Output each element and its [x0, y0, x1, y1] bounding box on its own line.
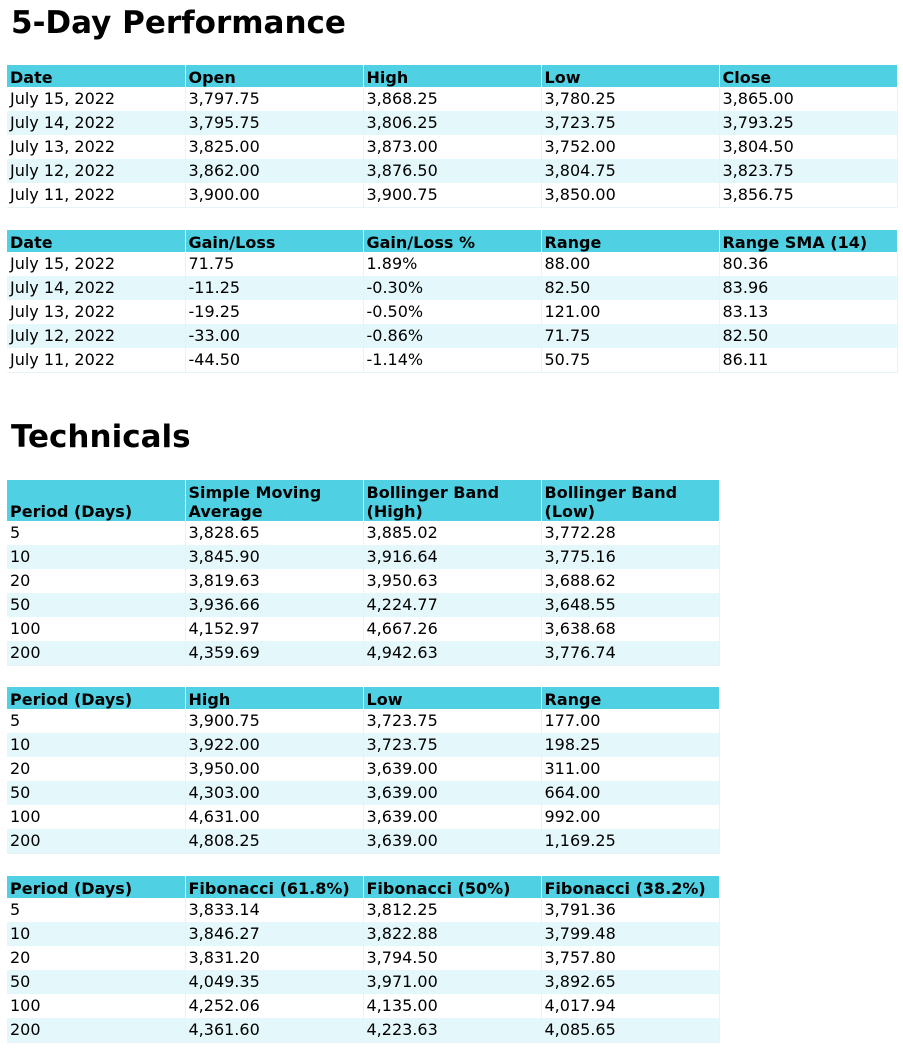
- table-cell: 3,793.25: [719, 111, 897, 135]
- table-cell: -1.14%: [363, 348, 541, 373]
- table-cell: 3,639.00: [363, 781, 541, 805]
- column-header: High: [185, 687, 363, 709]
- table-cell: 10: [7, 922, 185, 946]
- table-cell: 3,757.80: [541, 946, 719, 970]
- header-row: [7, 65, 897, 87]
- table-row: [7, 324, 897, 348]
- section-title-technicals: Technicals: [11, 419, 191, 455]
- table-cell: 20: [7, 757, 185, 781]
- table-cell: 100: [7, 994, 185, 1018]
- table-cell: 10: [7, 733, 185, 757]
- table-cell: July 12, 2022: [7, 324, 185, 348]
- table-cell: 4,808.25: [185, 829, 363, 854]
- table-cell: 4,135.00: [363, 994, 541, 1018]
- column-header: Range: [541, 230, 719, 252]
- table-cell: July 11, 2022: [7, 348, 185, 373]
- column-header: Period (Days): [7, 480, 185, 521]
- table-cell: 1.89%: [363, 252, 541, 276]
- header-row: [7, 687, 719, 709]
- column-header: Fibonacci (50%): [363, 876, 541, 898]
- table-cell: 3,799.48: [541, 922, 719, 946]
- table-cell: 3,797.75: [185, 87, 363, 111]
- header-row: [7, 230, 897, 252]
- table-cell: 3,922.00: [185, 733, 363, 757]
- table-row: [7, 709, 719, 733]
- table-cell: 3,865.00: [719, 87, 897, 111]
- table-cell: 3,639.00: [363, 829, 541, 854]
- column-header: Gain/Loss %: [363, 230, 541, 252]
- table-row: [7, 593, 719, 617]
- table-cell: -0.50%: [363, 300, 541, 324]
- table-row: [7, 300, 897, 324]
- table-cell: 992.00: [541, 805, 719, 829]
- column-header: Date: [7, 230, 185, 252]
- table-cell: 3,850.00: [541, 183, 719, 208]
- table-cell: 3,833.14: [185, 898, 363, 922]
- table-cell: 3,723.75: [541, 111, 719, 135]
- table-cell: 3,752.00: [541, 135, 719, 159]
- table-row: [7, 545, 719, 569]
- table-cell: July 14, 2022: [7, 111, 185, 135]
- table-cell: 3,723.75: [363, 733, 541, 757]
- table-cell: July 13, 2022: [7, 300, 185, 324]
- table-cell: 3,822.88: [363, 922, 541, 946]
- table-row: [7, 276, 897, 300]
- table-cell: 71.75: [185, 252, 363, 276]
- sma-bollinger-table: [7, 480, 720, 666]
- table-cell: 3,845.90: [185, 545, 363, 569]
- table-cell: 1,169.25: [541, 829, 719, 854]
- column-header: Open: [185, 65, 363, 87]
- high-low-table: [7, 687, 720, 854]
- table-row: [7, 252, 897, 276]
- table-row: [7, 805, 719, 829]
- column-header: Fibonacci (61.8%): [185, 876, 363, 898]
- table-cell: 3,971.00: [363, 970, 541, 994]
- table-row: [7, 1018, 719, 1043]
- table-cell: 3,950.63: [363, 569, 541, 593]
- table-cell: 200: [7, 829, 185, 854]
- table-cell: -11.25: [185, 276, 363, 300]
- table-cell: 50: [7, 970, 185, 994]
- table-cell: -19.25: [185, 300, 363, 324]
- column-header: Fibonacci (38.2%): [541, 876, 719, 898]
- table-cell: 4,303.00: [185, 781, 363, 805]
- table-row: [7, 733, 719, 757]
- table-cell: 83.96: [719, 276, 897, 300]
- table-cell: 80.36: [719, 252, 897, 276]
- column-header: Bollinger Band (Low): [541, 480, 719, 521]
- table-cell: 5: [7, 898, 185, 922]
- table-cell: 4,942.63: [363, 641, 541, 666]
- table-cell: 3,806.25: [363, 111, 541, 135]
- table-cell: July 13, 2022: [7, 135, 185, 159]
- table-cell: 3,812.25: [363, 898, 541, 922]
- table-row: [7, 781, 719, 805]
- table-cell: 4,017.94: [541, 994, 719, 1018]
- table-cell: 20: [7, 946, 185, 970]
- table-cell: 3,723.75: [363, 709, 541, 733]
- table-cell: 4,223.63: [363, 1018, 541, 1043]
- table-row: [7, 757, 719, 781]
- table-cell: 3,780.25: [541, 87, 719, 111]
- table-cell: 3,639.00: [363, 805, 541, 829]
- table-cell: 177.00: [541, 709, 719, 733]
- column-header: Range: [541, 687, 719, 709]
- table-cell: 100: [7, 805, 185, 829]
- table-cell: 3,856.75: [719, 183, 897, 208]
- table-cell: 50.75: [541, 348, 719, 373]
- table-cell: 4,224.77: [363, 593, 541, 617]
- fibonacci-table: [7, 876, 720, 1043]
- table-cell: 71.75: [541, 324, 719, 348]
- column-header: High: [363, 65, 541, 87]
- table-row: [7, 641, 719, 666]
- table-cell: 3,900.00: [185, 183, 363, 208]
- table-cell: 83.13: [719, 300, 897, 324]
- table-cell: 88.00: [541, 252, 719, 276]
- table-cell: 3,846.27: [185, 922, 363, 946]
- table-cell: 3,794.50: [363, 946, 541, 970]
- header-row: [7, 876, 719, 898]
- table-cell: 3,775.16: [541, 545, 719, 569]
- column-header: Range SMA (14): [719, 230, 897, 252]
- table-row: [7, 829, 719, 854]
- table-row: [7, 922, 719, 946]
- table-cell: 4,667.26: [363, 617, 541, 641]
- table-row: [7, 946, 719, 970]
- table-row: [7, 970, 719, 994]
- table-cell: 4,361.60: [185, 1018, 363, 1043]
- table-cell: 3,885.02: [363, 521, 541, 545]
- column-header: Gain/Loss: [185, 230, 363, 252]
- table-cell: 664.00: [541, 781, 719, 805]
- table-cell: 5: [7, 709, 185, 733]
- column-header: Date: [7, 65, 185, 87]
- table-cell: 10: [7, 545, 185, 569]
- table-cell: -33.00: [185, 324, 363, 348]
- column-header: Period (Days): [7, 876, 185, 898]
- table-row: [7, 111, 897, 135]
- table-row: [7, 994, 719, 1018]
- table-cell: 4,152.97: [185, 617, 363, 641]
- table-row: [7, 569, 719, 593]
- table-cell: 82.50: [541, 276, 719, 300]
- table-cell: 3,876.50: [363, 159, 541, 183]
- table-cell: 86.11: [719, 348, 897, 373]
- table-cell: 3,791.36: [541, 898, 719, 922]
- table-cell: 3,900.75: [185, 709, 363, 733]
- table-row: [7, 348, 897, 373]
- changes-table: [7, 230, 898, 373]
- table-cell: 100: [7, 617, 185, 641]
- prices-table: [7, 65, 898, 208]
- table-cell: 4,085.65: [541, 1018, 719, 1043]
- table-cell: -0.30%: [363, 276, 541, 300]
- table-row: [7, 617, 719, 641]
- table-cell: 3,638.68: [541, 617, 719, 641]
- table-row: [7, 87, 897, 111]
- column-header: Low: [541, 65, 719, 87]
- table-cell: 3,825.00: [185, 135, 363, 159]
- table-cell: 4,049.35: [185, 970, 363, 994]
- table-row: [7, 159, 897, 183]
- table-cell: 198.25: [541, 733, 719, 757]
- table-cell: 3,772.28: [541, 521, 719, 545]
- table-cell: 3,873.00: [363, 135, 541, 159]
- table-cell: 20: [7, 569, 185, 593]
- table-cell: 200: [7, 641, 185, 666]
- table-cell: July 15, 2022: [7, 87, 185, 111]
- table-cell: 5: [7, 521, 185, 545]
- table-cell: 4,631.00: [185, 805, 363, 829]
- table-cell: 3,900.75: [363, 183, 541, 208]
- table-cell: 200: [7, 1018, 185, 1043]
- table-cell: 3,648.55: [541, 593, 719, 617]
- table-cell: 4,252.06: [185, 994, 363, 1018]
- table-cell: July 11, 2022: [7, 183, 185, 208]
- table-cell: 3,916.64: [363, 545, 541, 569]
- table-cell: 3,819.63: [185, 569, 363, 593]
- table-cell: 3,892.65: [541, 970, 719, 994]
- table-cell: 3,776.74: [541, 641, 719, 666]
- table-cell: 3,823.75: [719, 159, 897, 183]
- table-cell: 3,795.75: [185, 111, 363, 135]
- table-cell: 311.00: [541, 757, 719, 781]
- column-header: Simple Moving Average: [185, 480, 363, 521]
- table-cell: 50: [7, 781, 185, 805]
- table-cell: 3,950.00: [185, 757, 363, 781]
- table-cell: 3,936.66: [185, 593, 363, 617]
- column-header: Period (Days): [7, 687, 185, 709]
- table-cell: -0.86%: [363, 324, 541, 348]
- table-cell: 3,831.20: [185, 946, 363, 970]
- table-cell: 4,359.69: [185, 641, 363, 666]
- table-cell: 3,688.62: [541, 569, 719, 593]
- column-header: Low: [363, 687, 541, 709]
- table-cell: 3,804.50: [719, 135, 897, 159]
- table-cell: 3,639.00: [363, 757, 541, 781]
- table-cell: 82.50: [719, 324, 897, 348]
- page-title-performance: 5-Day Performance: [11, 5, 346, 41]
- table-row: [7, 898, 719, 922]
- table-row: [7, 183, 897, 208]
- table-cell: -44.50: [185, 348, 363, 373]
- table-cell: 3,868.25: [363, 87, 541, 111]
- table-cell: 3,862.00: [185, 159, 363, 183]
- table-cell: 50: [7, 593, 185, 617]
- column-header: Bollinger Band (High): [363, 480, 541, 521]
- table-cell: 3,828.65: [185, 521, 363, 545]
- table-cell: July 15, 2022: [7, 252, 185, 276]
- table-row: [7, 521, 719, 545]
- table-cell: July 14, 2022: [7, 276, 185, 300]
- column-header: Close: [719, 65, 897, 87]
- table-row: [7, 135, 897, 159]
- table-cell: July 12, 2022: [7, 159, 185, 183]
- table-cell: 121.00: [541, 300, 719, 324]
- header-row: [7, 480, 719, 521]
- table-cell: 3,804.75: [541, 159, 719, 183]
